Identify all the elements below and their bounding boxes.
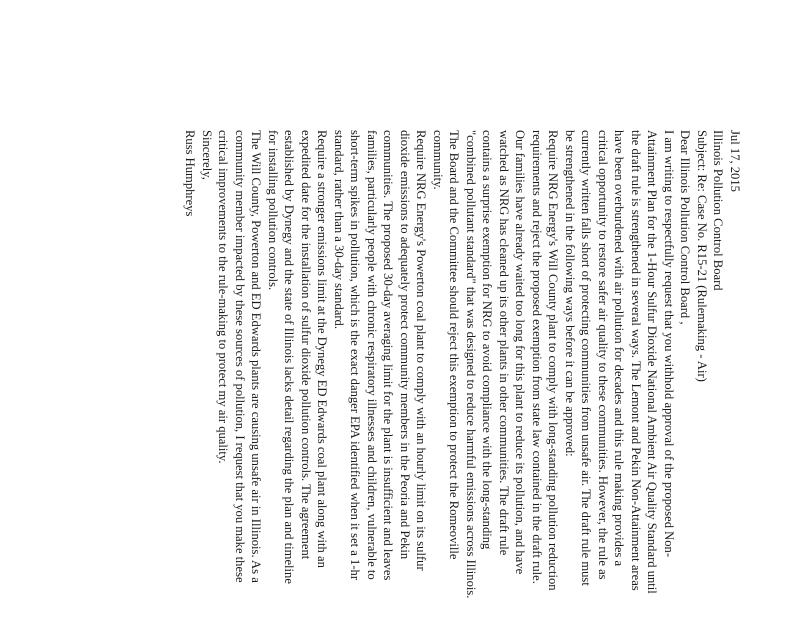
paragraph-intro: I am writing to respectfully request that you withhold approval of the proposed Non-Attainment Plan for the 1-Hour Sulfur Dioxide National Ambient Air Quality Standard until the draft rule is strengthened in several ways. The Lemont and Pekin Non-Attainment areas have been overburdened with air pollution for decades and this rule making provides a critical opportunity to restore safer air quality to these communities. However, the rule as currently written falls short of protecting communities from unsafe air. The draft rule must be strengthened in the following ways before it can be approved: — [563, 130, 676, 594]
letter-recipient: Illinois Pollution Control Board — [711, 130, 726, 291]
letter-closing: Sincerely, — [200, 130, 214, 180]
paragraph-will-county: Require NRG Energy's Will County plant to comply with long-standing pollution reduction requirements and reject the proposed exemption from state law contained in the draft rule. Our families have already waited too long for this plant to reduce its pollution, and have watched as NRG has cleaned up its other plants in other communities. The draft rule contains a surprise exemption for NRG to avoid compliance with the long-standing "combined pollutant standard" that was designed to reduce harmful emissions across Illinois. The Board and the Committee should reject this exemption to protect the Romeoville community. — [431, 130, 561, 599]
paragraph-ed-edwards: Require a stronger emissions limit at the Dynegy ED Edwards coal plant along with an expedited date for the installation of sulfur dioxide pollution controls. The agreement established by Dynegy and the state of Illinois lacks detail regarding the plan and timeline for installing pollution controls. — [266, 130, 330, 584]
paragraph-conclusion: The Will County, Powerton and ED Edwards plants are causing unsafe air in Illinois. As a community member impacted by these sources of pollution, I request that you make these critical improvements to the rule-making to protect my air quality. — [216, 130, 264, 583]
letter-subject: Subject: Re: Case No. R15-21 (Rulemaking - Air) — [695, 130, 709, 382]
letter-signature: Russ Humphreys — [183, 130, 198, 217]
paragraph-powerton: Require NRG Energy's Powerton coal plant to comply with an hourly limit on its sulfur dioxide emissions to adequately protect community members in the Peoria and Pekin communities. The proposed 30-day averaging limit for the plant is insufficient and leaves families, particularly people with chronic respiratory illnesses and children, vulnerable to short-term spikes in pollution, which is the exact danger EPA identified when it set a 1-hr standard, rather than a 30-day standard. — [332, 130, 429, 581]
letter-date: Jul 17, 2015 — [728, 130, 742, 192]
letter-body — [63, 130, 743, 600]
letter-salutation: Dear Illinois Pollution Control Board , — [678, 130, 693, 325]
